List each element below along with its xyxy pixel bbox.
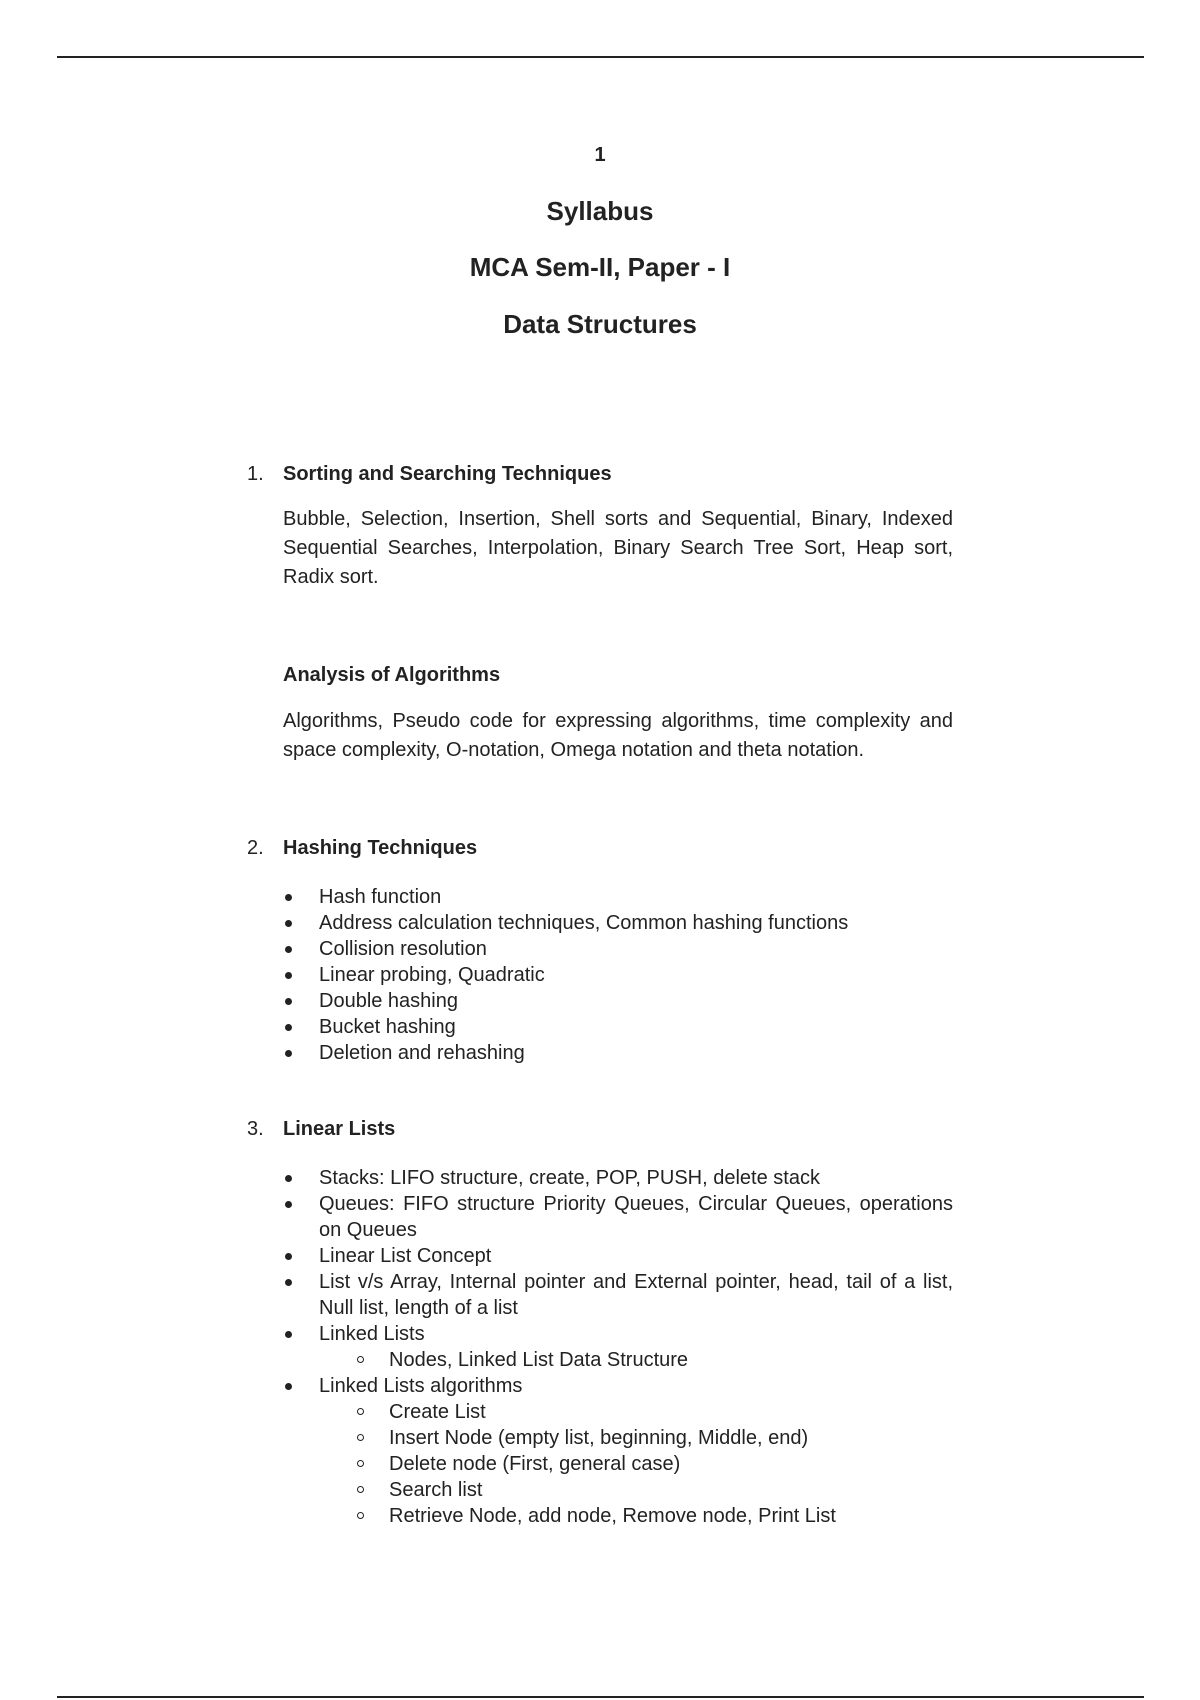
circle-bullet-icon [357,1408,364,1415]
sub-list-item: Nodes, Linked List Data Structure [319,1347,953,1373]
section-paragraph: Bubble, Selection, Insertion, Shell sorts and Sequential, Binary, Indexed Sequential Searches, Interpolation, Binary Search Tree Sort, Heap sort, Radix sort. [283,508,953,588]
bullet-icon [285,1383,292,1390]
section-number: 2. [247,837,264,859]
bullet-icon [285,1175,292,1182]
list-item: Hash function [283,884,953,910]
page-title: Syllabus [546,196,654,226]
subsection-title: Analysis of Algorithms [283,664,501,686]
list-item: Queues: FIFO structure Priority Queues, Circular Queues, operations on Queues [283,1191,953,1243]
section-title: Sorting and Searching Techniques [283,463,612,485]
circle-bullet-icon [357,1512,364,1519]
sub-list-item: Create List [319,1399,953,1425]
list-item: Linear List Concept [283,1243,953,1269]
section-title: Hashing Techniques [283,837,478,859]
bullet-icon [285,1279,292,1286]
bullet-icon [285,972,292,979]
sub-list-item: Retrieve Node, add node, Remove node, Print List [319,1503,953,1529]
sub-list-item: Insert Node (empty list, beginning, Middle, end) [319,1425,953,1451]
circle-bullet-icon [357,1486,364,1493]
list-item: Address calculation techniques, Common hashing functions [283,910,953,936]
bullet-list [283,884,953,1066]
circle-bullet-icon [357,1460,364,1467]
bullet-icon [285,998,292,1005]
section-title: Linear Lists [283,1118,396,1140]
subject-title: Data Structures [503,309,697,339]
bullet-icon [285,1050,292,1057]
bottom-rule [57,1696,1144,1698]
section-number: 3. [247,1118,264,1140]
list-item: Stacks: LIFO structure, create, POP, PUSH, delete stack [283,1165,953,1191]
list-item: Linked Lists Nodes, Linked List Data Structure [283,1321,953,1373]
list-item: Deletion and rehashing [283,1040,953,1066]
sub-list-item: Search list [319,1477,953,1503]
bullet-icon [285,1024,292,1031]
list-item: Linear probing, Quadratic [283,962,953,988]
syllabus-content [247,0,953,1700]
sub-list-item: Delete node (First, general case) [319,1451,953,1477]
circle-bullet-icon [357,1356,364,1363]
list-item: Collision resolution [283,936,953,962]
bullet-icon [285,920,292,927]
list-item: Linked Lists algorithms Create List Insert Node (empty list, beginning, Middle, end) Delete node (First, general case) Search list Retrieve Node, add node, Remove node, Print List [283,1373,953,1529]
page-number: 1 [594,144,606,166]
bullet-icon [285,1331,292,1338]
bullet-list [283,1165,953,1529]
list-item: Bucket hashing [283,1014,953,1040]
list-item: Double hashing [283,988,953,1014]
list-item: List v/s Array, Internal pointer and External pointer, head, tail of a list, Null list, length of a list [283,1269,953,1321]
subsection-paragraph: Algorithms, Pseudo code for expressing algorithms, time complexity and space complexity, O-notation, Omega notation and theta notation. [283,710,953,761]
bullet-icon [285,946,292,953]
bullet-icon [285,894,292,901]
circle-bullet-icon [357,1434,364,1441]
course-title: MCA Sem-II, Paper - I [469,252,731,282]
bullet-icon [285,1253,292,1260]
bullet-icon [285,1201,292,1208]
section-number: 1. [247,463,264,485]
